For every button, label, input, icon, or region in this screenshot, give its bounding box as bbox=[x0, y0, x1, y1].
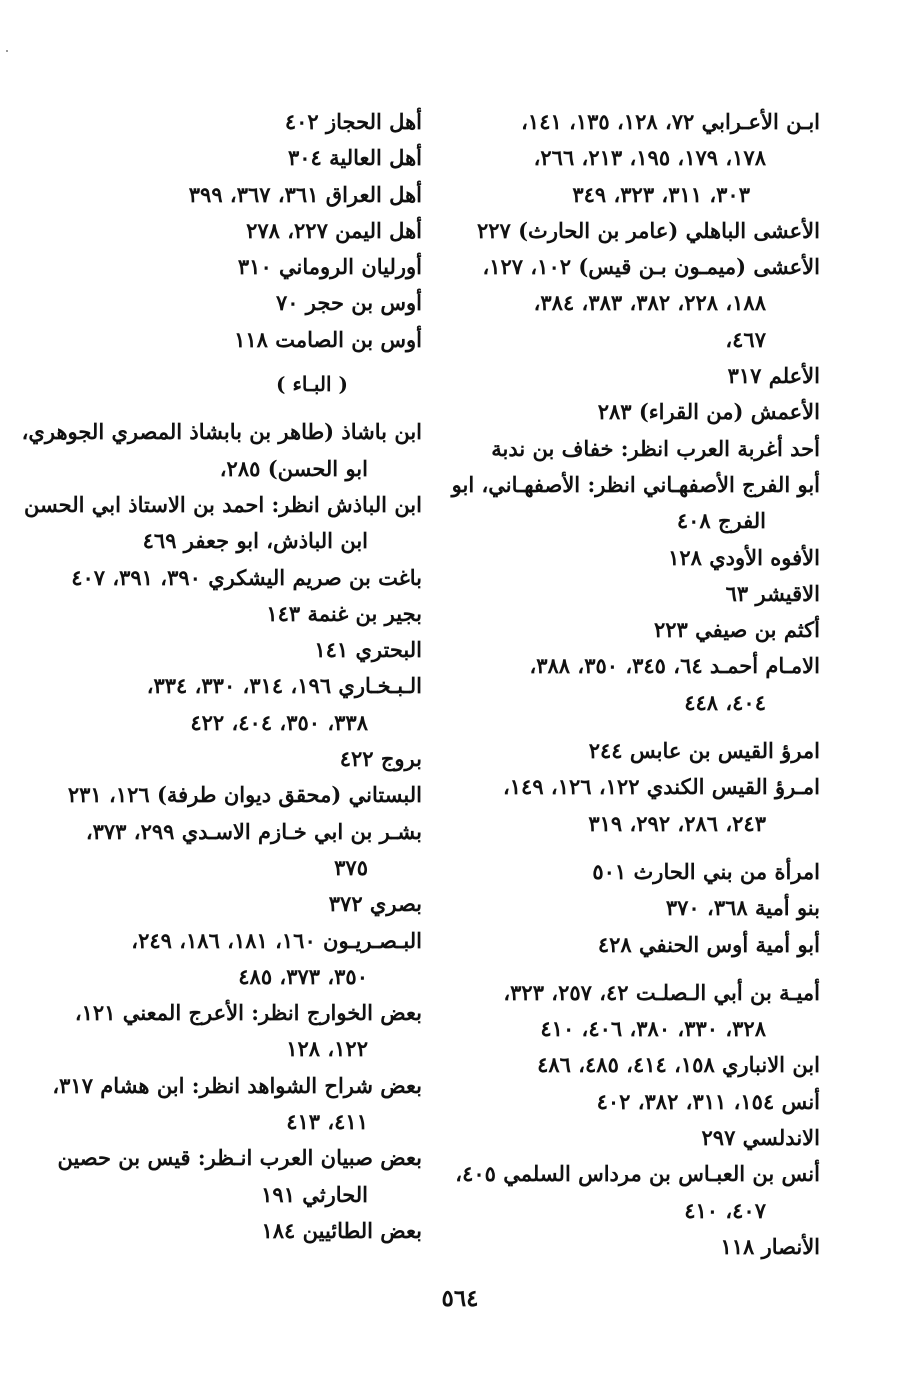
index-entry: بعض صبيان العرب انـظر: قيس بن حصين bbox=[57, 1145, 422, 1171]
index-entry-continuation: ٣٢٨، ٣٣٠، ٣٨٠، ٤٠٦، ٤١٠ bbox=[540, 1016, 766, 1042]
index-entry: بجير بن غنمة ١٤٣ bbox=[266, 600, 422, 626]
index-entry-continuation: ٣٥٠، ٣٧٣، ٤٨٥ bbox=[238, 963, 368, 989]
index-entry: البستاني (محقق ديوان طرفة) ١٢٦، ٢٣١ bbox=[67, 782, 422, 808]
index-entry: أوس بن حجر ٧٠ bbox=[275, 290, 422, 316]
index-entry: أحد أغربة العرب انظر: خفاف بن ندبة bbox=[491, 435, 820, 461]
index-entry: بشـر بن ابي خـازم الاسـدي ٢٩٩، ٣٧٣، bbox=[85, 818, 422, 844]
entry-spacer bbox=[460, 963, 820, 975]
index-entry: بصري ٣٧٢ bbox=[328, 891, 422, 917]
index-entry: الاندلسي ٢٩٧ bbox=[701, 1125, 820, 1151]
index-entry: امرؤ القيس بن عابس ٢٤٤ bbox=[588, 738, 820, 764]
index-entry: الأعمش (من القراء) ٢٨٣ bbox=[597, 399, 820, 425]
index-entry: الأعشى (ميمـون بـن قيس) ١٠٢، ١٢٧، bbox=[482, 254, 820, 280]
index-entry: أهل اليمن ٢٢٧، ٢٧٨ bbox=[246, 217, 422, 243]
index-entry: أكثم بن صيفي ٢٢٣ bbox=[653, 617, 820, 643]
index-entry: الأعلم ٣١٧ bbox=[727, 363, 820, 389]
index-entry-continuation: ٢٤٣، ٢٨٦، ٢٩٢، ٣١٩ bbox=[588, 810, 766, 836]
index-entry-continuation: ٤٠٤، ٤٤٨ bbox=[684, 689, 766, 715]
index-entry: أبو أمية أوس الحنفي ٤٢٨ bbox=[597, 931, 820, 957]
index-entry-continuation: ٤٦٧، bbox=[725, 326, 766, 352]
index-entry: أهل العراق ٣٦١، ٣٦٧، ٣٩٩ bbox=[188, 181, 422, 207]
index-entry: أورليان الروماني ٣١٠ bbox=[237, 254, 422, 280]
index-entry: أهل العالية ٣٠٤ bbox=[287, 145, 422, 171]
index-entry: باغت بن صريم اليشكري ٣٩٠، ٣٩١، ٤٠٧ bbox=[71, 564, 422, 590]
index-entry: أهل الحجاز ٤٠٢ bbox=[284, 109, 422, 134]
index-entry: بعض الطائيين ١٨٤ bbox=[261, 1217, 422, 1243]
index-entry: الاقيشر ٦٣ bbox=[725, 580, 820, 606]
index-entry-continuation: ابن الباذش، ابو جعفر ٤٦٩ bbox=[142, 528, 368, 554]
index-entry: أبو الفرج الأصفهـاني انظر: الأصفهـاني، ابو bbox=[451, 471, 820, 497]
index-entry: بعض الخوارج انظر: الأعرج المعني ١٢١، bbox=[74, 1000, 422, 1026]
index-entry: ابن باشاذ (طاهر بن بابشاذ المصري الجوهري، bbox=[21, 419, 422, 445]
index-entry-continuation: ابو الحسن) ٢٨٥، bbox=[219, 455, 368, 481]
index-entry-continuation: ٣٧٥ bbox=[334, 854, 368, 880]
index-column-left bbox=[21, 104, 422, 1249]
index-entry: ابـن الأعـرابي ٧٢، ١٢٨، ١٣٥، ١٤١، bbox=[521, 109, 820, 134]
index-entry: الأنصار ١١٨ bbox=[720, 1233, 820, 1259]
index-column-right bbox=[451, 104, 820, 1265]
index-entry: ابن الانباري ١٥٨، ٤١٤، ٤٨٥، ٤٨٦ bbox=[537, 1052, 820, 1078]
index-entry-continuation: ١٢٢، ١٢٨ bbox=[286, 1036, 368, 1062]
index-entry: ابن الباذش انظر: احمد بن الاستاذ ابي الحسن bbox=[23, 491, 422, 517]
index-entry: بعض شراح الشواهد انظر: ابن هشام ٣١٧، bbox=[52, 1072, 422, 1098]
index-entry-continuation: ١٧٨، ١٧٩، ١٩٥، ٢١٣، ٢٦٦، bbox=[533, 145, 766, 171]
index-entry-continuation: ٣٠٣، ٣١١، ٣٢٣، ٣٤٩ bbox=[572, 181, 750, 207]
index-entry: أنس ١٥٤، ٣١١، ٣٨٢، ٤٠٢ bbox=[596, 1088, 820, 1114]
index-entry: الامـام أحمـد ٦٤، ٣٤٥، ٣٥٠، ٣٨٨، bbox=[529, 653, 820, 679]
scan-speck bbox=[6, 50, 8, 52]
index-entry: أوس بن الصامت ١١٨ bbox=[234, 326, 422, 352]
index-entry: أنس بن العبـاس بن مرداس السلمي ٤٠٥، bbox=[455, 1161, 820, 1187]
index-entry-continuation: ٣٣٨، ٣٥٠، ٤٠٤، ٤٢٢ bbox=[190, 709, 368, 735]
section-heading: ( البـاء ) bbox=[276, 372, 348, 397]
entry-spacer bbox=[460, 842, 820, 854]
index-entry-continuation: ٤١١، ٤١٣ bbox=[286, 1109, 368, 1135]
index-entry: البـصـريـون ١٦٠، ١٨١، ١٨٦، ٢٤٩، bbox=[131, 927, 422, 953]
index-entry-continuation: ٤٠٧، ٤١٠ bbox=[684, 1197, 766, 1223]
index-entry-continuation: ١٨٨، ٢٢٨، ٣٨٢، ٣٨٣، ٣٨٤، bbox=[533, 290, 766, 316]
index-entry-continuation: الفرج ٤٠٨ bbox=[676, 508, 766, 534]
index-entry: الـبـخـاري ١٩٦، ٣١٤، ٣٣٠، ٣٣٤، bbox=[146, 673, 422, 699]
index-entry-continuation: الحارثي ١٩١ bbox=[261, 1181, 368, 1207]
index-entry: الأفوه الأودي ١٢٨ bbox=[668, 544, 820, 570]
entry-spacer bbox=[460, 721, 820, 733]
index-entry: أميـة بن أبي الـصلـت ٤٢، ٢٥٧، ٣٢٣، bbox=[503, 979, 820, 1005]
index-entry: امـرؤ القيس الكندي ١٢٢، ١٢٦، ١٤٩، bbox=[503, 774, 820, 800]
index-entry: بروج ٤٢٢ bbox=[339, 746, 422, 772]
index-entry: امرأة من بني الحارث ٥٠١ bbox=[592, 858, 820, 884]
index-entry: الأعشى الباهلي (عامر بن الحارث) ٢٢٧ bbox=[476, 217, 820, 243]
index-entry: بنو أمية ٣٦٨، ٣٧٠ bbox=[665, 895, 820, 921]
page-number: ٥٦٤ bbox=[441, 1285, 479, 1312]
index-entry: البحتري ١٤١ bbox=[314, 637, 422, 663]
